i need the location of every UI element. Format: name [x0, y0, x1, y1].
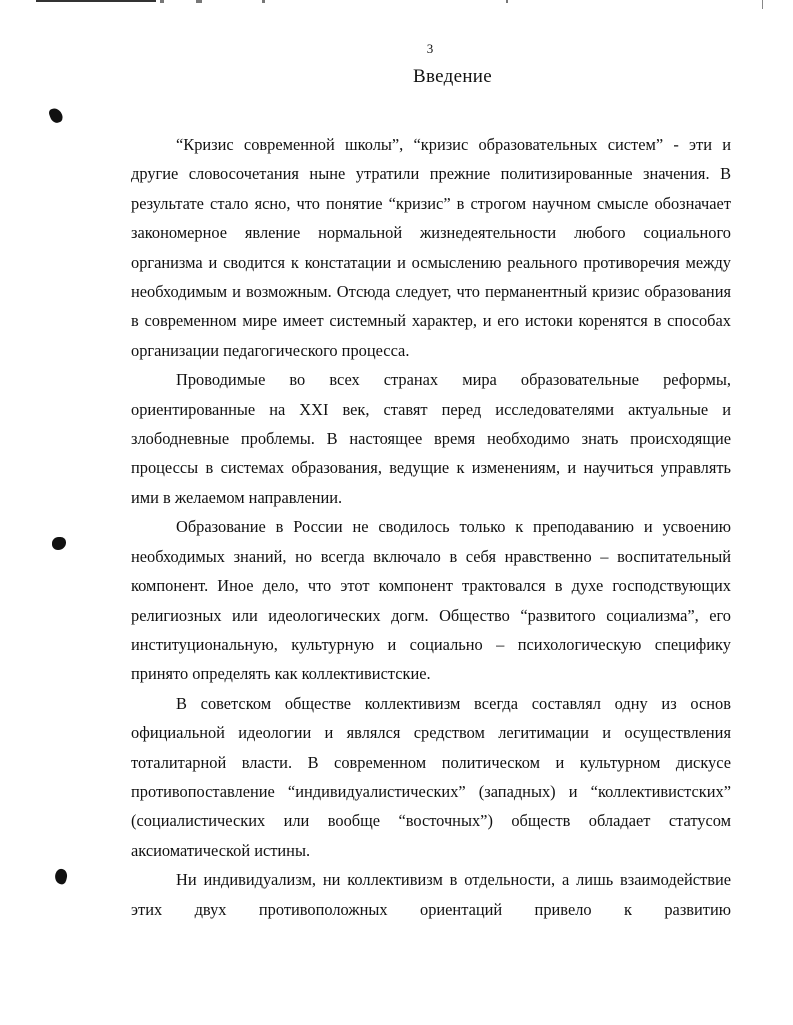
paragraph: Ни индивидуализм, ни коллективизм в отдельности, а лишь взаимодействие этих двух противоположных ориентаций привело к развитию [131, 870, 731, 919]
scan-artifact-mark [160, 0, 164, 3]
page-title: Введение [413, 66, 492, 87]
page-number: 3 [426, 41, 434, 56]
paragraph: Проводимые во всех странах мира образовательные реформы, ориентированные на XXI век, ставят перед исследователями актуальные и злободневные проблемы. В настоящее время необходимо знать происходящие процессы в системах образования, ведущие к изменениям, и научиться управлять ими в желаемом направлении. [131, 370, 731, 507]
paragraph: Образование в России не сводилось только к преподаванию и усвоению необходимых знаний, но всегда включало в себя нравственно – воспитательный компонент. Иное дело, что этот компонент трактовался в духе господствующих религиозных или идеологических догм. Общество “развитого социализма”, его институциональную, культурную и социально – психологическую специфику принято определять как коллективистские. [131, 517, 731, 684]
punch-hole-blot [52, 537, 66, 550]
scan-artifact-mark [506, 0, 508, 3]
punch-hole-blot [53, 868, 68, 886]
paragraph: “Кризис современной школы”, “кризис образовательных систем” - эти и другие словосочетания ныне утратили прежние политизированные значения. В результате стало ясно, что понятие “кризис” в строгом научном смысле обозначает закономерное явление нормальной жизнедеятельности любого социального организма и сводится к констатации и осмыслению реального противоречия между необходимым и возможным. Отсюда следует, что перманентный кризис образования в современном мире имеет системный характер, и его истоки коренятся в способах организации педагогического процесса. [131, 135, 731, 360]
scan-artifact-top-line [36, 0, 156, 2]
scan-artifact-tick [762, 0, 763, 9]
scan-artifact-mark [262, 0, 265, 3]
paragraph: В советском обществе коллективизм всегда составлял одну из основ официальной идеологии и являлся средством легитимации и осуществления тоталитарной власти. В современном политическом и культурном дискусе противопоставление “индивидуалистических” (западных) и “коллективистских” (социалистических или вообще “восточных”) обществ обладает статусом аксиоматической истины. [131, 693, 731, 860]
scan-artifact-mark [196, 0, 202, 3]
document-body [131, 130, 731, 924]
punch-hole-blot [48, 106, 64, 124]
